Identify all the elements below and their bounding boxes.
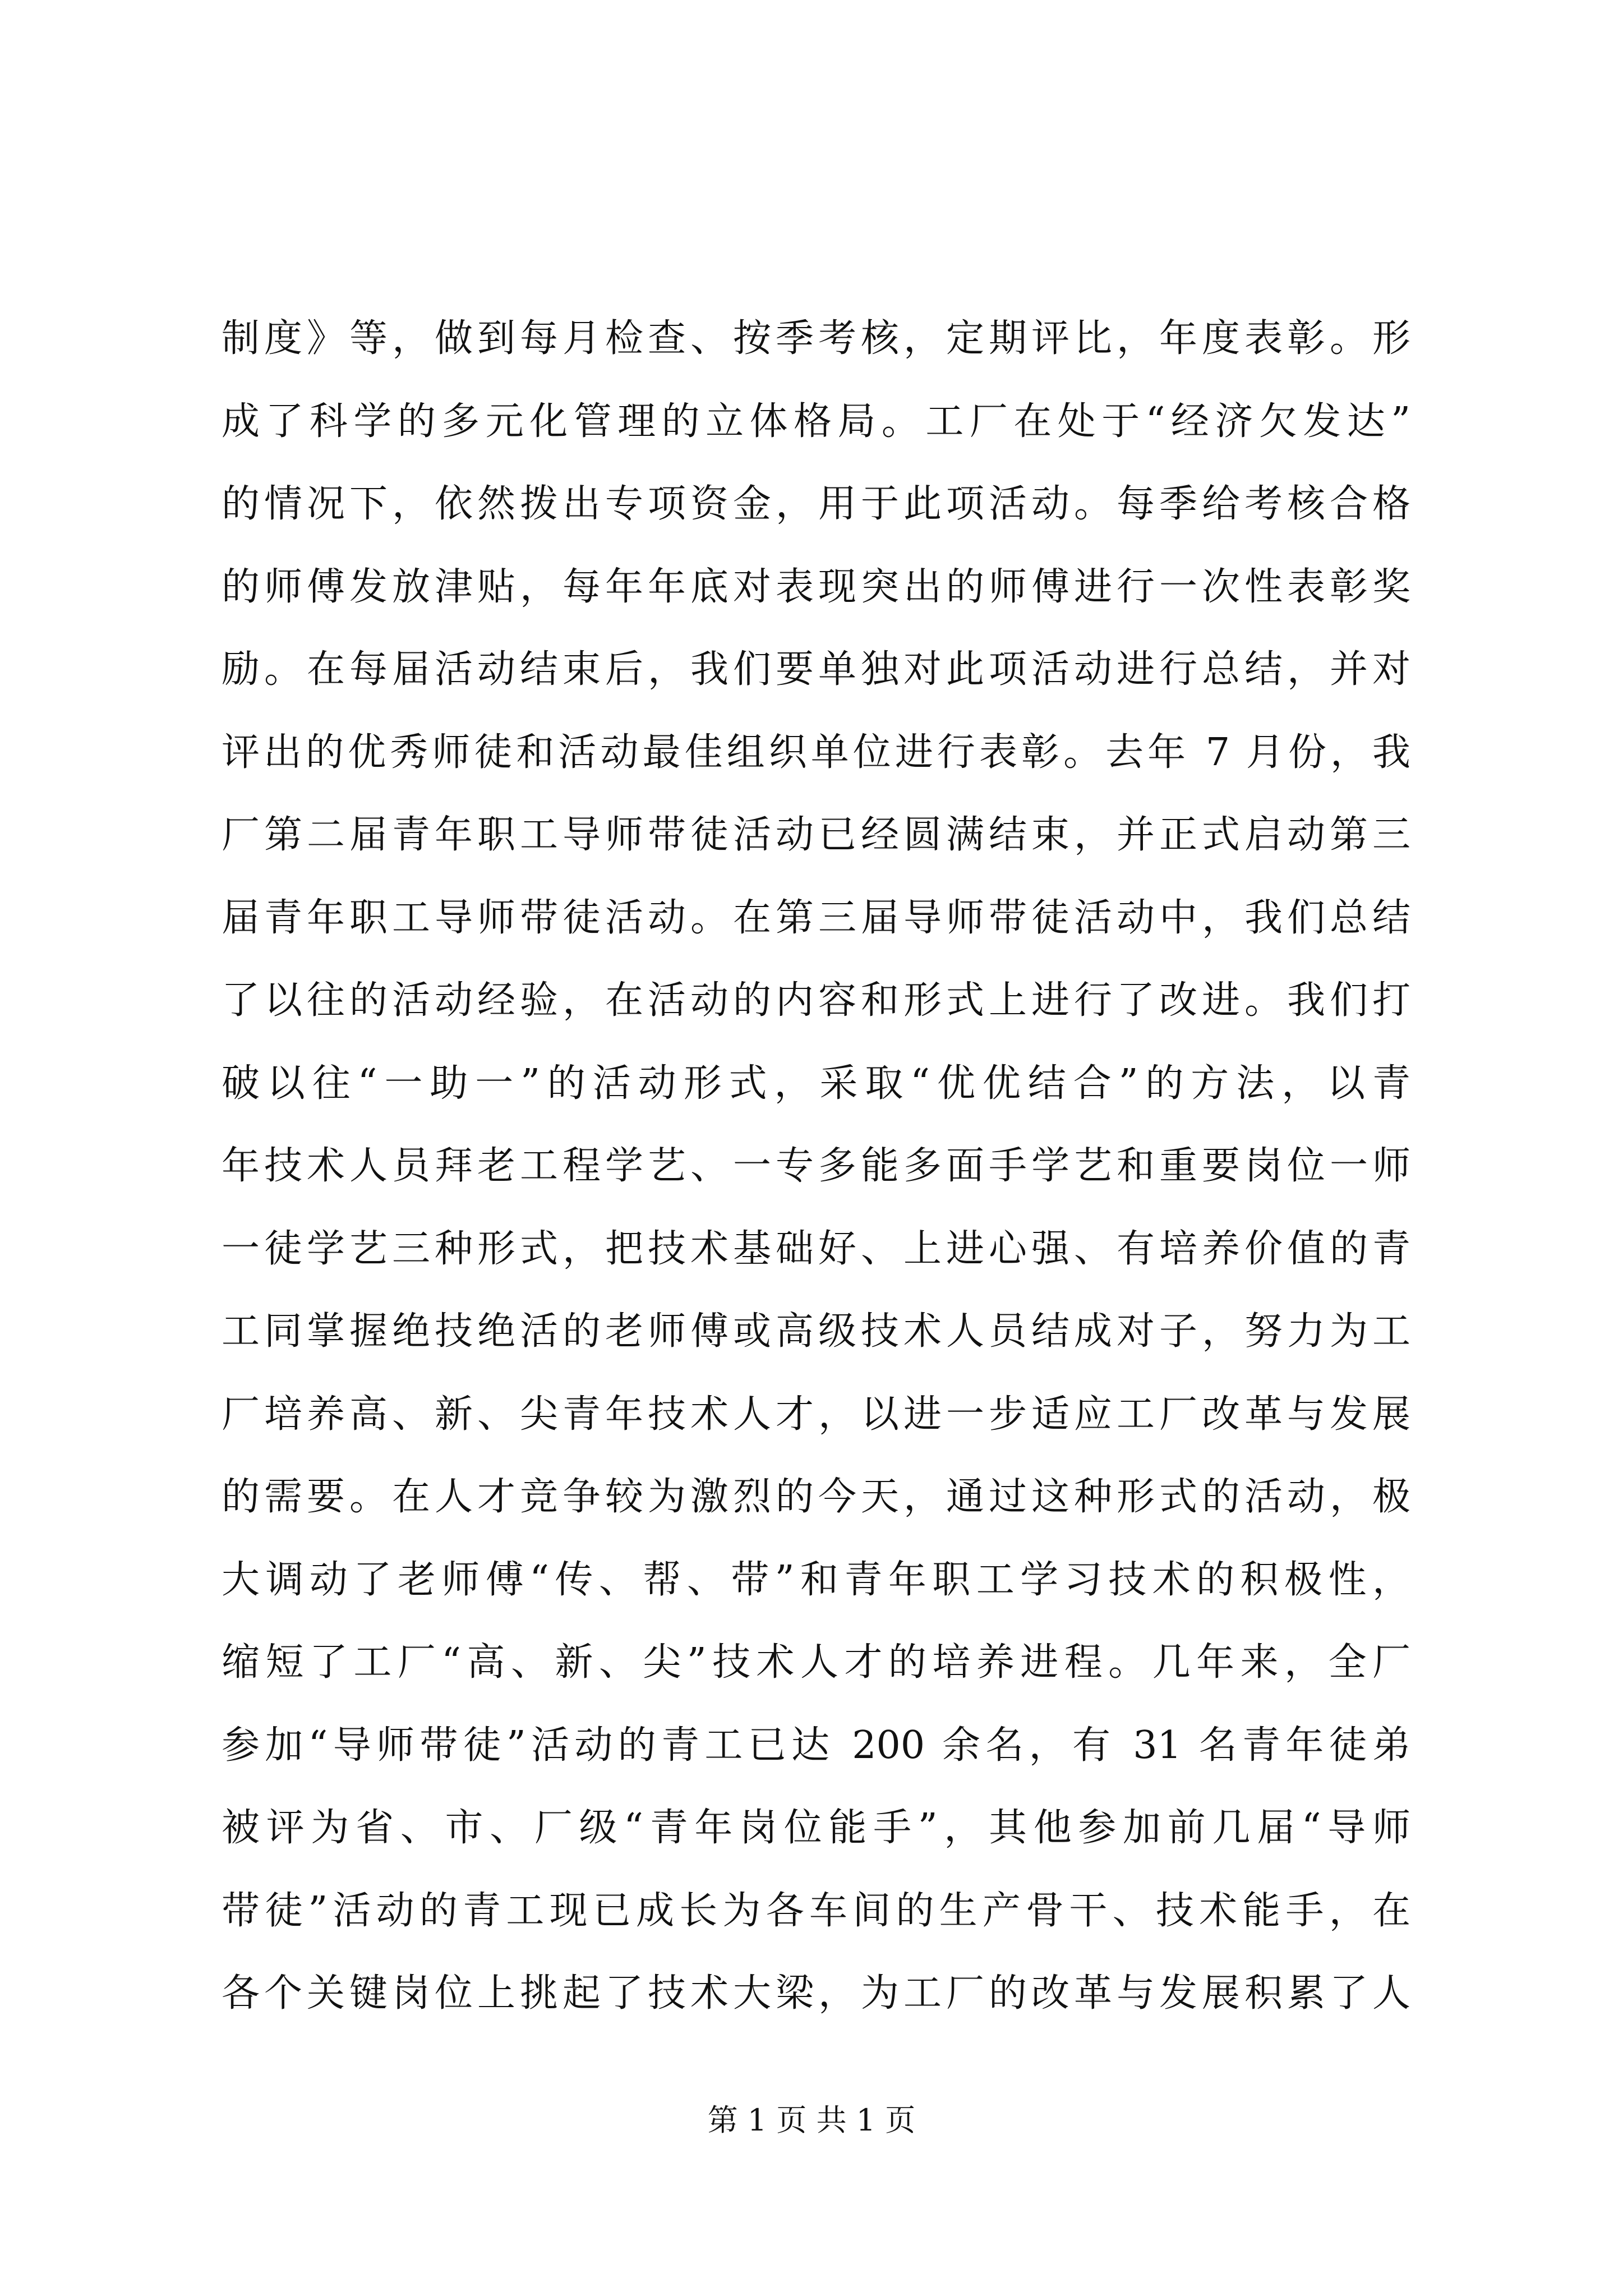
page-footer xyxy=(0,2101,1623,2140)
text-line: 的需要。在人才竞争较为激烈的今天，通过这种形式的活动，极 xyxy=(222,1475,1410,1519)
text-line: 一徒学艺三种形式，把技术基础好、上进心强、有培养价值的青 xyxy=(222,1226,1410,1271)
text-line: 厂培养高、新、尖青年技术人才，以进一步适应工厂改革与发展 xyxy=(222,1392,1410,1437)
text-line: 的师傅发放津贴，每年年底对表现突出的师傅进行一次性表彰奖 xyxy=(222,564,1410,609)
text-line: 成了科学的多元化管理的立体格局。工厂在处于“经济欠发达” xyxy=(222,399,1410,444)
text-line: 大调动了老师傅“传、帮、带”和青年职工学习技术的积极性， xyxy=(222,1557,1410,1602)
text-line: 厂第二届青年职工导师带徒活动已经圆满结束，并正式启动第三 xyxy=(222,813,1410,857)
text-line: 了以往的活动经验，在活动的内容和形式上进行了改进。我们打 xyxy=(222,978,1410,1023)
body-paragraph xyxy=(222,297,1410,2035)
page-number-label: 第 1 页 共 1 页 xyxy=(707,2102,916,2138)
text-line: 制度》等，做到每月检查、按季考核，定期评比，年度表彰。形 xyxy=(222,316,1410,361)
text-line: 带徒”活动的青工现已成长为各车间的生产骨干、技术能手，在 xyxy=(222,1888,1410,1933)
text-line: 年技术人员拜老工程学艺、一专多能多面手学艺和重要岗位一师 xyxy=(222,1144,1410,1188)
text-line: 参加“导师带徒”活动的青工已达 200 余名，有 31 名青年徒弟 xyxy=(222,1723,1410,1768)
text-line: 破以往“一助一”的活动形式，采取“优优结合”的方法，以青 xyxy=(222,1061,1410,1106)
text-line: 被评为省、市、厂级“青年岗位能手”，其他参加前几届“导师 xyxy=(222,1806,1410,1850)
text-line: 届青年职工导师带徒活动。在第三届导师带徒活动中，我们总结 xyxy=(222,895,1410,940)
text-line: 励。在每届活动结束后，我们要单独对此项活动进行总结，并对 xyxy=(222,647,1410,692)
text-line: 工同掌握绝技绝活的老师傅或高级技术人员结成对子，努力为工 xyxy=(222,1309,1410,1354)
text-line: 评出的优秀师徒和活动最佳组织单位进行表彰。去年 7 月份，我 xyxy=(222,730,1410,775)
text-line: 缩短了工厂“高、新、尖”技术人才的培养进程。几年来，全厂 xyxy=(222,1640,1410,1685)
text-line: 各个关键岗位上挑起了技术大梁，为工厂的改革与发展积累了人 xyxy=(222,1971,1410,2016)
text-line: 的情况下，依然拨出专项资金，用于此项活动。每季给考核合格 xyxy=(222,482,1410,526)
